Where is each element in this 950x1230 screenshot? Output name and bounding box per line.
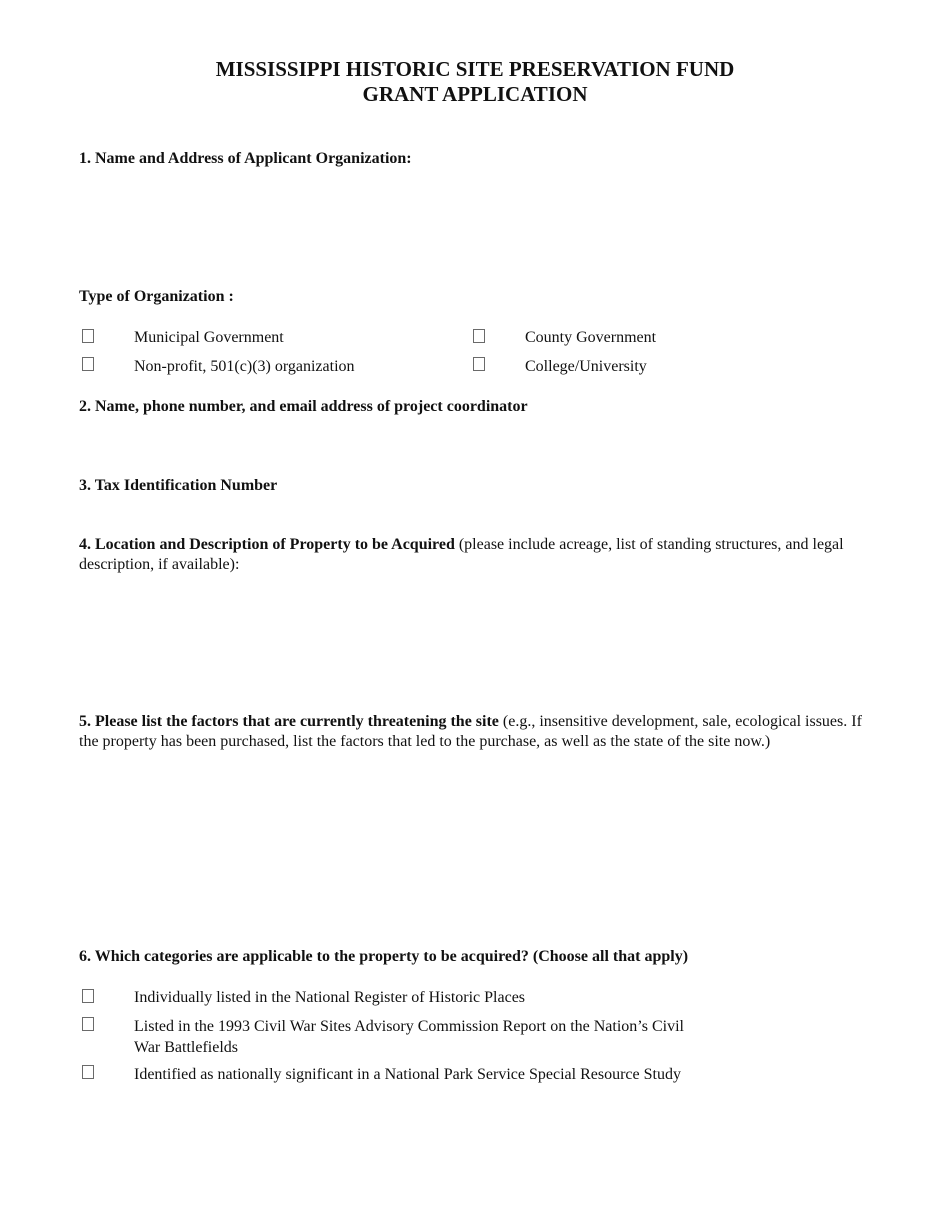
national-register-label: Individually listed in the National Register of Historic Places bbox=[134, 989, 526, 1006]
municipal-government-label: Municipal Government bbox=[134, 329, 284, 346]
section1-heading: 1. Name and Address of Applicant Organization: bbox=[79, 150, 412, 167]
section6-heading: 6. Which categories are applicable to the property to be acquired? (Choose all that apply) bbox=[79, 948, 689, 965]
section2-heading: 2. Name, phone number, and email address of project coordinator bbox=[79, 398, 528, 415]
municipal-government-checkbox[interactable] bbox=[82, 329, 94, 343]
document-title-line1: MISSISSIPPI HISTORIC SITE PRESERVATION FUND bbox=[215, 57, 735, 81]
section3-heading: 3. Tax Identification Number bbox=[79, 477, 278, 494]
nonprofit-checkbox[interactable] bbox=[82, 357, 94, 371]
civil-war-report-label: Listed in the 1993 Civil War Sites Advisory Commission Report on the Nation’s Civil War Battlefields bbox=[134, 1018, 684, 1056]
nps-study-checkbox[interactable] bbox=[82, 1065, 94, 1079]
org-type-heading: Type of Organization : bbox=[79, 288, 234, 305]
college-university-label: College/University bbox=[525, 358, 647, 375]
section5-heading-rest: (e.g., insensitive development, sale, ecological issues. If the property has been purchased, list the factors that led to the purchase, as well as the state of the site now.) bbox=[79, 713, 862, 750]
civil-war-report-checkbox[interactable] bbox=[82, 1017, 94, 1031]
section4-heading-rest: (please include acreage, list of standing structures, and legal description, if available): bbox=[79, 536, 844, 573]
section5-heading-bold: 5. Please list the factors that are currently threatening the site bbox=[79, 713, 499, 730]
county-government-checkbox[interactable] bbox=[473, 329, 485, 343]
section4-paragraph bbox=[79, 535, 879, 575]
section5-paragraph bbox=[79, 712, 869, 752]
nonprofit-label: Non-profit, 501(c)(3) organization bbox=[134, 358, 355, 375]
national-register-checkbox[interactable] bbox=[82, 989, 94, 1003]
college-university-checkbox[interactable] bbox=[473, 357, 485, 371]
county-government-label: County Government bbox=[525, 329, 657, 346]
section4-heading-bold: 4. Location and Description of Property to be Acquired bbox=[79, 536, 455, 553]
nps-study-label: Identified as nationally significant in a National Park Service Special Resource Study bbox=[134, 1066, 681, 1083]
document-title-line2: GRANT APPLICATION bbox=[362, 82, 588, 106]
